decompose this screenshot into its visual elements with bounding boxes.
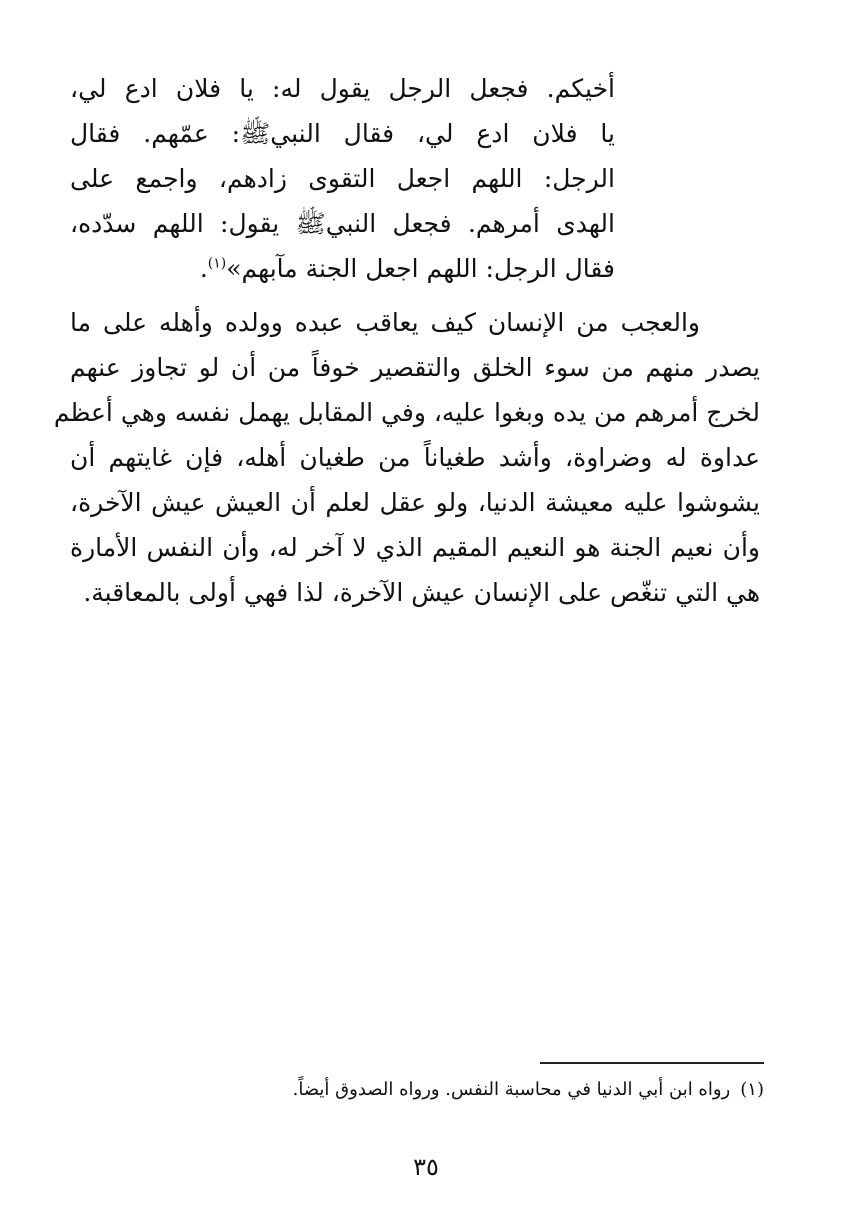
paragraph-line: عداوة له وضراوة، وأشد طغياناً من طغيان أهله، فإن غايتهم أن bbox=[70, 443, 760, 472]
page-number: ٣٥ bbox=[413, 1153, 439, 1181]
quote-line: الهدى أمرهم. فجعل النبيﷺ يقول: اللهم سدّده، bbox=[70, 209, 615, 238]
footnote bbox=[200, 1076, 764, 1104]
paragraph-line: والعجب من الإنسان كيف يعاقب عبده وولده وأهله على ما bbox=[70, 308, 700, 337]
hadith-quote-block bbox=[70, 66, 615, 291]
quote-line: أخيكم. فجعل الرجل يقول له: يا فلان ادع لي، bbox=[70, 74, 615, 103]
paragraph-line: يصدر منهم من سوء الخلق والتقصير خوفاً من أن لو تجاوز عنهم bbox=[70, 353, 760, 382]
quote-period: . bbox=[199, 254, 208, 283]
paragraph-line: وأن نعيم الجنة هو النعيم المقيم الذي لا آخر له، وأن النفس الأمارة bbox=[70, 533, 760, 562]
footnote-text: رواه ابن أبي الدنيا في محاسبة النفس. ورواه الصدوق أيضاً. bbox=[292, 1079, 731, 1100]
paragraph-line: يشوشوا عليه معيشة الدنيا، ولو عقل لعلم أن العيش عيش الآخرة، bbox=[70, 488, 760, 517]
footnote-reference-marker: (١) bbox=[207, 255, 227, 272]
quote-line: يا فلان ادع لي، فقال النبيﷺ: عمّهم. فقال bbox=[70, 119, 615, 148]
quote-line: الرجل: اللهم اجعل التقوى زادهم، واجمع على bbox=[70, 164, 615, 193]
body-paragraph bbox=[53, 300, 760, 615]
footnote-number: (١) bbox=[740, 1079, 764, 1100]
paragraph-line: هي التي تنغّص على الإنسان عيش الآخرة، لذا فهي أولى بالمعاقبة. bbox=[83, 578, 760, 607]
quote-line-last bbox=[70, 246, 615, 291]
paragraph-line: لخرج أمرهم من يده وبغوا عليه، وفي المقابل يهمل نفسه وهي أعظم bbox=[53, 398, 760, 427]
quote-line-text: فقال الرجل: اللهم اجعل الجنة مآبهم» bbox=[226, 254, 615, 283]
footnote-separator-rule bbox=[540, 1062, 764, 1064]
